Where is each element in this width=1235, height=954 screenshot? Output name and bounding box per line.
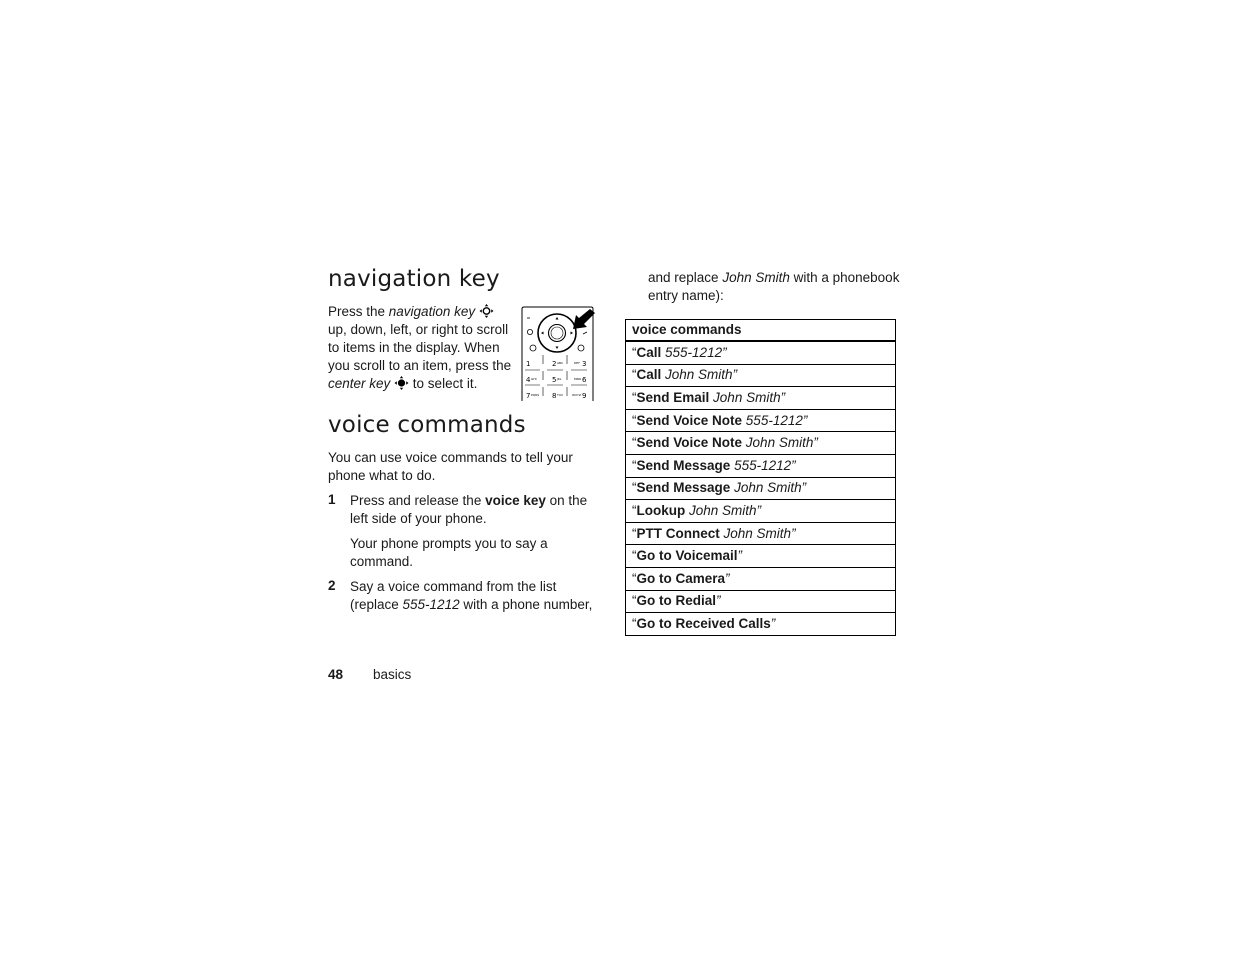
- step-1: [328, 492, 598, 532]
- command-keyword: Lookup: [636, 502, 686, 518]
- table-row: [626, 567, 896, 590]
- command-keyword: Go to Voicemail: [636, 548, 738, 564]
- table-row: [626, 432, 896, 455]
- key-6-letters: MNO: [574, 377, 582, 381]
- nav-text-3: to items in the display. When: [328, 340, 500, 355]
- open-quote: “: [632, 344, 637, 360]
- nav-text-5: to select it.: [409, 376, 478, 391]
- key-9-letters: WXYZ: [572, 393, 581, 397]
- command-argument: John Smith: [734, 480, 802, 496]
- table-header-row: [626, 320, 896, 342]
- nav-text-1: Press the: [328, 304, 389, 319]
- command-keyword: Go to Camera: [636, 570, 726, 586]
- voice-intro-line-2: phone what to do.: [328, 468, 436, 483]
- open-quote: “: [632, 615, 637, 631]
- close-quote: ”: [801, 480, 807, 496]
- command-keyword: Send Email: [636, 389, 710, 405]
- table-row: [626, 341, 896, 364]
- key-5-letters: JKL: [557, 377, 562, 381]
- nav-text-2: up, down, left, or right to scroll: [328, 322, 509, 337]
- send-key-icon: [530, 345, 536, 351]
- table-row: [626, 613, 896, 636]
- command-cell: [626, 567, 896, 590]
- command-argument: 555-1212: [665, 344, 723, 360]
- command-argument: 555-1212: [745, 412, 803, 428]
- open-quote: “: [632, 548, 637, 564]
- command-argument: John Smith: [665, 367, 733, 383]
- center-key-icon: [394, 376, 409, 390]
- cont-text-a: and replace: [648, 270, 723, 285]
- phone-keypad-illustration: [521, 306, 596, 402]
- voice-key-term: voice key: [485, 493, 546, 508]
- open-quote: “: [632, 570, 637, 586]
- table-header: voice commands: [626, 320, 896, 342]
- command-keyword: Send Voice Note: [636, 435, 743, 451]
- command-keyword: Send Message: [636, 457, 731, 473]
- cont-text-b: with a phonebook: [789, 270, 900, 285]
- command-argument: John Smith: [723, 525, 792, 541]
- table-row: [626, 522, 896, 545]
- open-quote: “: [632, 435, 637, 451]
- key-8: 8: [552, 392, 557, 400]
- open-quote: “: [632, 593, 637, 609]
- command-cell: [626, 500, 896, 523]
- open-quote: “: [632, 457, 637, 473]
- command-argument: 555-1212: [734, 457, 792, 473]
- close-quote: ”: [802, 412, 808, 428]
- table-row: [626, 590, 896, 613]
- step-1-text-c: left side of your phone.: [350, 511, 487, 526]
- open-quote: “: [632, 525, 637, 541]
- key-1: 1: [526, 360, 531, 368]
- table-row: [626, 545, 896, 568]
- command-cell: [626, 454, 896, 477]
- end-key-icon: [578, 345, 584, 351]
- close-quote: ”: [791, 525, 796, 541]
- command-cell: [626, 522, 896, 545]
- close-quote: ”: [756, 502, 762, 518]
- step-2-text-b: (replace: [350, 597, 403, 612]
- nav-key-term: navigation key: [388, 304, 476, 319]
- table-row: [626, 387, 896, 410]
- command-argument: John Smith: [689, 502, 757, 518]
- key-2: 2: [552, 360, 557, 368]
- nav-ring-icon: [538, 314, 576, 352]
- navigation-key-icon: [479, 304, 494, 318]
- close-quote: ”: [780, 389, 786, 405]
- key-6: 6: [582, 376, 587, 384]
- command-keyword: Go to Received Calls: [636, 615, 771, 631]
- step-2-number: 2: [328, 578, 336, 593]
- pointer-arrow-icon: [573, 309, 595, 329]
- key-2-letters: ABC: [557, 361, 564, 365]
- key-8-letters: TUV: [557, 393, 564, 397]
- step-1-note-line-2: command.: [350, 554, 414, 569]
- table-row: [626, 500, 896, 523]
- key-7-letters: PQRS: [531, 393, 540, 397]
- voice-commands-table: [625, 319, 896, 636]
- center-key-term: center key: [328, 376, 391, 391]
- open-quote: “: [632, 480, 637, 496]
- nav-key-heading: navigation key: [328, 266, 500, 292]
- close-quote: ”: [732, 367, 738, 383]
- step-1-text-b: on the: [545, 493, 588, 508]
- command-cell: [626, 590, 896, 613]
- close-quote: ”: [716, 593, 721, 609]
- close-quote: ”: [725, 570, 730, 586]
- command-cell: [626, 545, 896, 568]
- voice-intro-line-1: You can use voice commands to tell your: [328, 450, 573, 465]
- step-1-number: 1: [328, 492, 336, 507]
- cont-text-c: entry name):: [648, 288, 724, 303]
- step-1-note-line-1: Your phone prompts you to say a: [350, 536, 548, 551]
- command-cell: [626, 613, 896, 636]
- command-keyword: Send Voice Note: [636, 412, 743, 428]
- voice-intro-paragraph: [328, 449, 598, 485]
- key-9: 9: [582, 392, 587, 400]
- step-2: [328, 578, 603, 618]
- command-argument: John Smith: [745, 435, 814, 451]
- step-2-text-c: with a phone number,: [459, 597, 593, 612]
- command-cell: [626, 387, 896, 410]
- command-argument: John Smith: [713, 389, 781, 405]
- open-quote: “: [632, 412, 637, 428]
- step-2-text-a: Say a voice command from the list: [350, 579, 557, 594]
- key-3-letters: DEF: [574, 361, 580, 365]
- close-quote: ”: [722, 344, 727, 360]
- command-cell: [626, 409, 896, 432]
- close-quote: ”: [813, 435, 818, 451]
- command-cell: [626, 364, 896, 387]
- table-row: [626, 454, 896, 477]
- key-4: 4: [526, 376, 531, 384]
- command-keyword: PTT Connect: [636, 525, 720, 541]
- close-quote: ”: [791, 457, 796, 473]
- command-keyword: Call: [636, 344, 662, 360]
- command-keyword: Call: [636, 367, 662, 383]
- command-cell: [626, 341, 896, 364]
- cont-name-example: John Smith: [722, 270, 790, 285]
- open-quote: “: [632, 367, 637, 383]
- step-2-continuation: [648, 269, 908, 305]
- voice-commands-heading: voice commands: [328, 412, 526, 438]
- page-number: 48: [328, 667, 344, 682]
- command-keyword: Send Message: [636, 480, 731, 496]
- nav-text-4: you scroll to an item, press the: [328, 358, 512, 373]
- step-1-text-a: Press and release the: [350, 493, 486, 508]
- key-3: 3: [582, 360, 587, 368]
- command-cell: [626, 477, 896, 500]
- key-5: 5: [552, 376, 557, 384]
- menu-key-icon: [527, 329, 532, 334]
- command-keyword: Go to Redial: [636, 593, 717, 609]
- table-row: [626, 364, 896, 387]
- nav-key-paragraph: [328, 303, 518, 393]
- close-quote: ”: [737, 548, 743, 564]
- section-name: basics: [373, 667, 412, 682]
- step-2-number-example: 555-1212: [402, 597, 460, 612]
- command-cell: [626, 432, 896, 455]
- key-7: 7: [526, 392, 531, 400]
- table-row: [626, 409, 896, 432]
- key-4-letters: GHI: [531, 377, 537, 381]
- step-1-note: [350, 535, 600, 571]
- close-quote: ”: [770, 615, 776, 631]
- open-quote: “: [632, 389, 637, 405]
- open-quote: “: [632, 502, 637, 518]
- table-row: [626, 477, 896, 500]
